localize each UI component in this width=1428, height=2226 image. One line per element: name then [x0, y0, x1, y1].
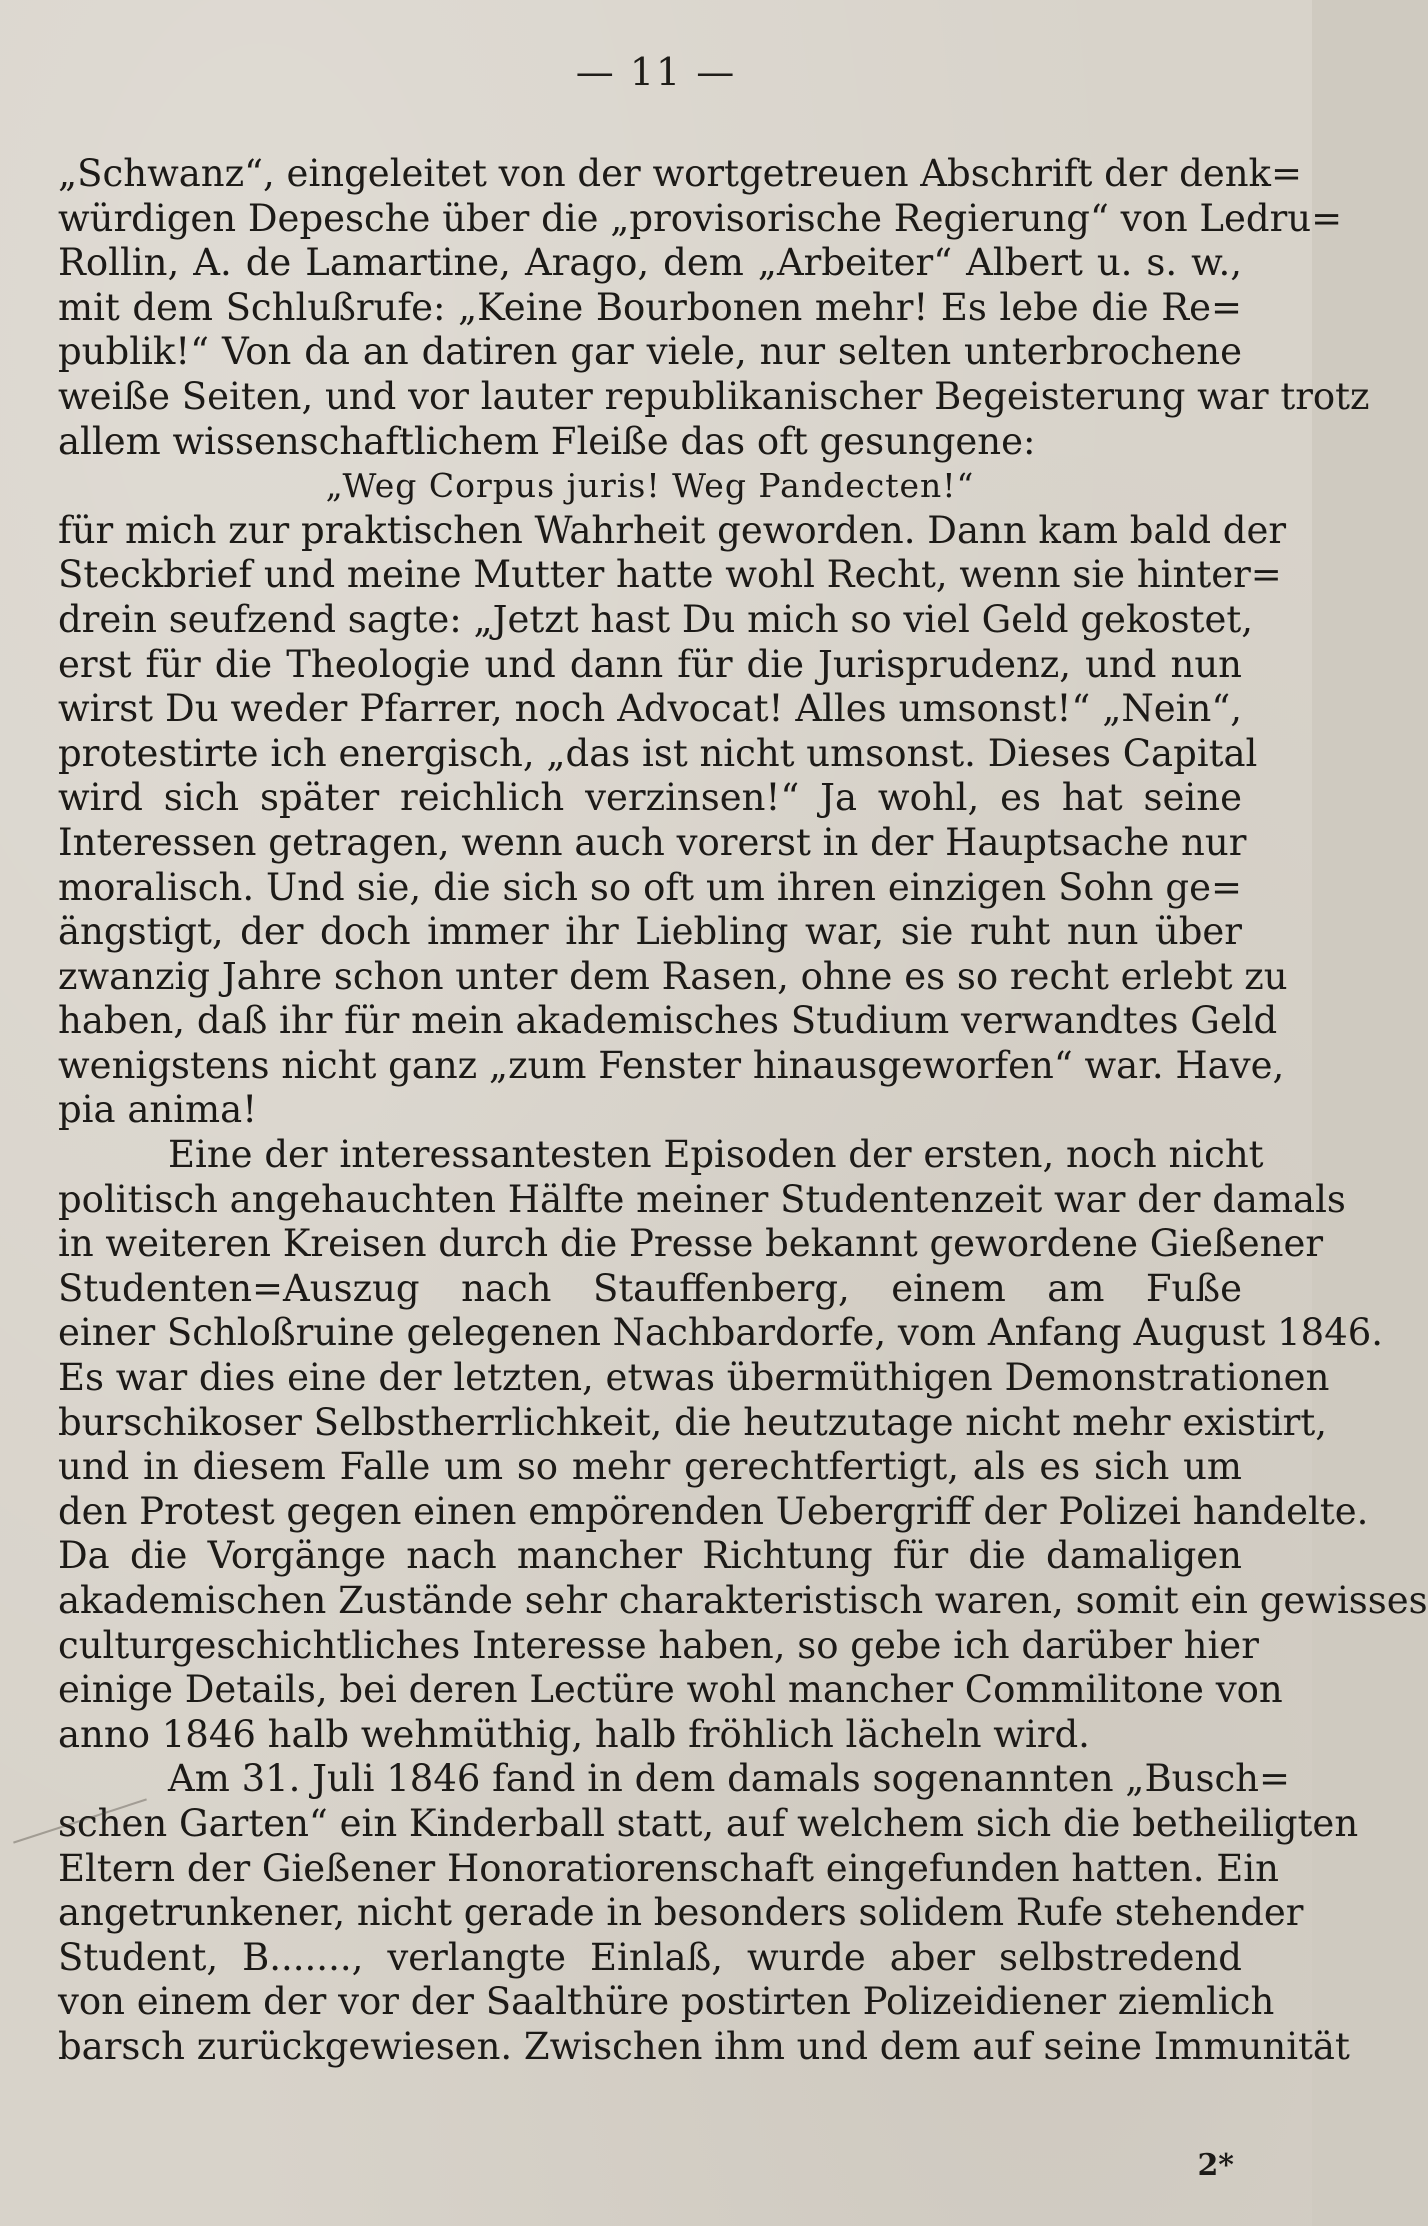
text-line: von einem der vor der Saalthüre postirten Polizeidiener ziemlich — [58, 1980, 1275, 2024]
text-line: für mich zur praktischen Wahrheit geworden. Dann kam bald der — [58, 508, 1287, 552]
text-line: publik!“ Von da an datiren gar viele, nur selten unterbrochene — [58, 330, 1242, 374]
text-line: barsch zurückgewiesen. Zwischen ihm und dem auf seine Immunität — [58, 2024, 1350, 2068]
text-line: Es war dies eine der letzten, etwas übermüthigen Demonstrationen — [58, 1356, 1330, 1400]
text-line: akademischen Zustände sehr charakteristisch waren, somit ein gewisses — [58, 1579, 1428, 1622]
text-line: den Protest gegen einen empörenden Uebergriff der Polizei handelte. — [58, 1489, 1369, 1533]
text-line: zwanzig Jahre schon unter dem Rasen, ohne es so recht erlebt zu — [58, 954, 1288, 998]
text-line: erst für die Theologie und dann für die Jurisprudenz, und nun — [58, 642, 1242, 686]
text-line: Studenten=Auszug nach Stauffenberg, einem am Fuße — [58, 1266, 1242, 1310]
text-line: drein seufzend sagte: „Jetzt hast Du mich so viel Geld gekostet, — [58, 597, 1254, 641]
text-line: protestirte ich energisch, „das ist nicht umsonst. Dieses Capital — [58, 731, 1258, 775]
text-line: wenigstens nicht ganz „zum Fenster hinausgeworfen“ war. Have, — [58, 1043, 1285, 1087]
body-text — [58, 152, 1428, 2070]
text-line: Interessen getragen, wenn auch vorerst in der Hauptsache nur — [58, 820, 1247, 864]
text-line: Steckbrief und meine Mutter hatte wohl Recht, wenn sie hinter= — [58, 553, 1282, 597]
text-line: burschikoser Selbstherrlichkeit, die heutzutage nicht mehr existirt, — [58, 1400, 1327, 1444]
text-line: wirst Du weder Pfarrer, noch Advocat! Alles umsonst!“ „Nein“, — [58, 687, 1242, 731]
text-line: weiße Seiten, und vor lauter republikanischer Begeisterung war trotz — [58, 374, 1370, 418]
page-number: — 11 — — [575, 50, 737, 94]
text-line: „Schwanz“, eingeleitet von der wortgetreuen Abschrift der denk= — [58, 152, 1302, 195]
text-line: wird sich später reichlich verzinsen!“ Ja wohl, es hat seine — [58, 776, 1242, 820]
printer-signature: 2* — [1197, 2148, 1234, 2183]
text-line: anno 1846 halb wehmüthig, halb fröhlich lächeln wird. — [58, 1712, 1090, 1756]
quotation-line: „Weg Corpus juris! Weg Pandecten!“ — [325, 466, 975, 506]
text-line: culturgeschichtliches Interesse haben, so gebe ich darüber hier — [58, 1623, 1259, 1667]
text-line: Student, B......., verlangte Einlaß, wurde aber selbstredend — [58, 1935, 1242, 1979]
text-line: haben, daß ihr für mein akademisches Studium verwandtes Geld — [58, 999, 1278, 1043]
text-line: in weiteren Kreisen durch die Presse bekannt gewordene Gießener — [58, 1222, 1324, 1266]
text-line: angetrunkener, nicht gerade in besonders solidem Rufe stehender — [58, 1891, 1304, 1935]
paragraph-start-line: Eine der interessantesten Episoden der ersten, noch nicht — [168, 1133, 1264, 1177]
text-line: würdigen Depesche über die „provisorische Regierung“ von Ledru= — [58, 196, 1343, 240]
text-line: einer Schloßruine gelegenen Nachbardorfe, vom Anfang August 1846. — [58, 1311, 1384, 1355]
text-line: pia anima! — [58, 1088, 258, 1132]
text-line: und in diesem Falle um so mehr gerechtfertigt, als es sich um — [58, 1445, 1242, 1489]
text-line: politisch angehauchten Hälfte meiner Studentenzeit war der damals — [58, 1177, 1346, 1221]
text-line: einige Details, bei deren Lectüre wohl mancher Commilitone von — [58, 1668, 1283, 1712]
text-line: Da die Vorgänge nach mancher Richtung für die damaligen — [58, 1534, 1242, 1578]
text-line: Eltern der Gießener Honoratiorenschaft eingefunden hatten. Ein — [58, 1846, 1279, 1890]
text-line: ängstigt, der doch immer ihr Liebling war, sie ruht nun über — [58, 910, 1242, 954]
text-line: allem wissenschaftlichem Fleiße das oft gesungene: — [58, 419, 1036, 463]
text-line: Rollin, A. de Lamartine, Arago, dem „Arbeiter“ Albert u. s. w., — [58, 241, 1242, 285]
text-line: schen Garten“ ein Kinderball statt, auf welchem sich die betheiligten — [58, 1801, 1359, 1845]
text-line: mit dem Schlußrufe: „Keine Bourbonen mehr! Es lebe die Re= — [58, 285, 1242, 329]
paragraph-start-line: Am 31. Juli 1846 fand in dem damals sogenannten „Busch= — [168, 1757, 1291, 1801]
text-line: moralisch. Und sie, die sich so oft um ihren einzigen Sohn ge= — [58, 865, 1242, 909]
